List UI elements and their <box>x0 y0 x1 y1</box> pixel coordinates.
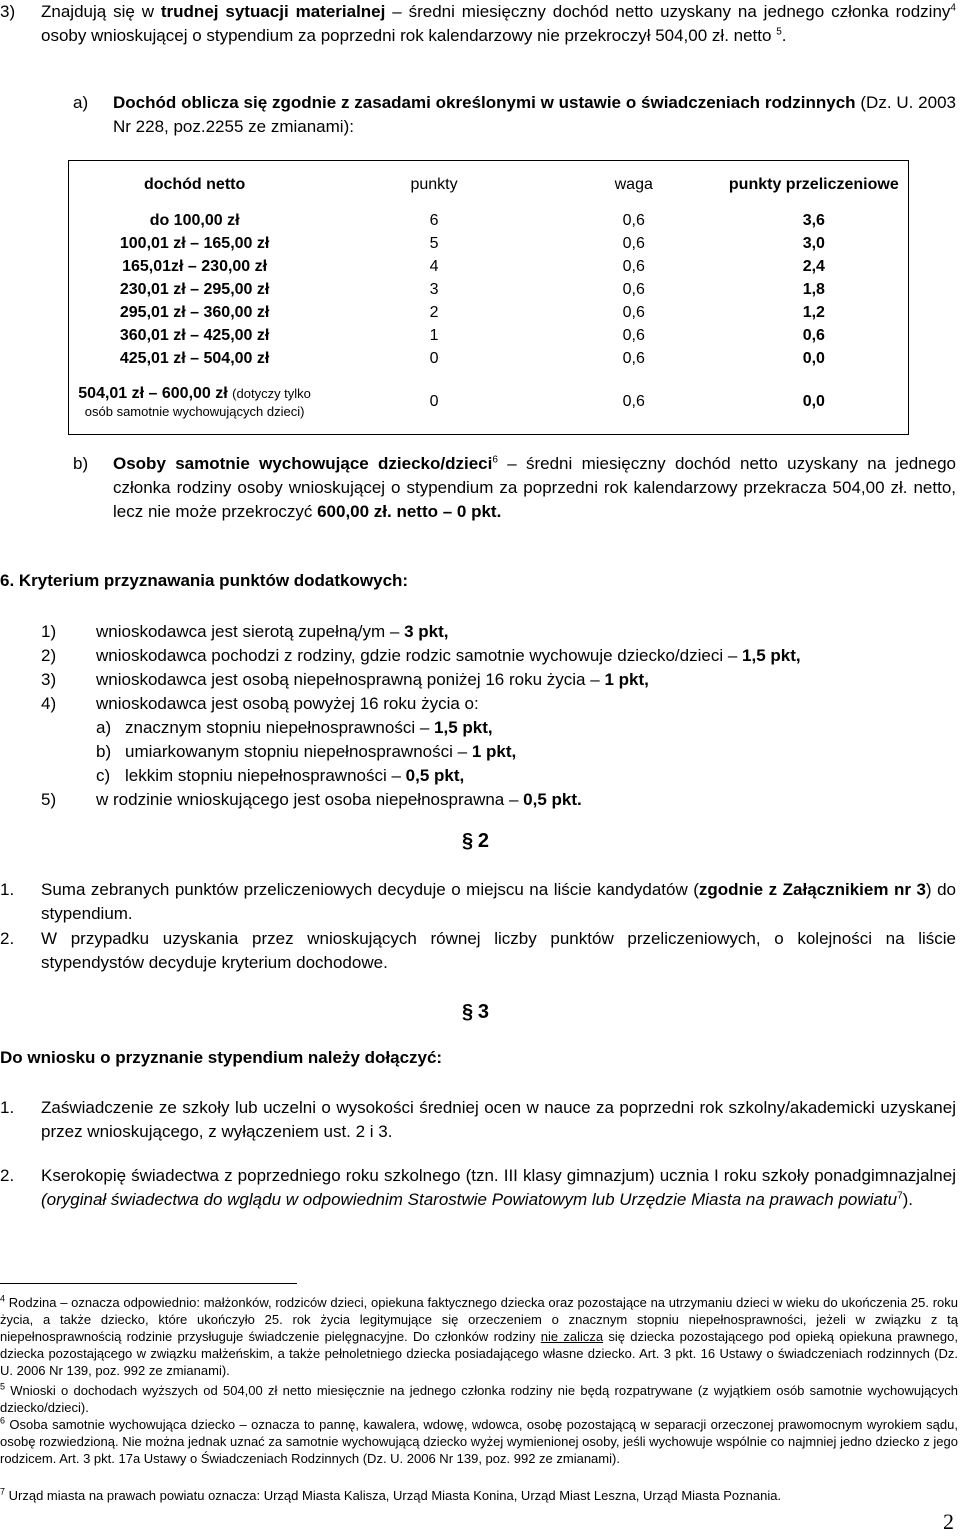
attachments-heading: Do wniosku o przyznanie stypendium należy dołączyć: <box>0 1048 443 1067</box>
cell-result: 3,0 <box>802 234 825 252</box>
para3-text: Znajdują się w trudnej sytuacji materialnej – średni miesięczny dochód netto uzyskany na jednego członka rodziny$^4$ osoby wnioskującej o stypendium za poprzedni rok kalendarzowy nie przekroczył 504,00 zł. netto $^5$. <box>41 2 956 45</box>
cell-weight: 0,6 <box>622 234 645 252</box>
table-header-row <box>69 161 909 210</box>
cell-income: 360,01 zł – 425,00 zł <box>119 326 270 344</box>
section6-title: 6. Kryterium przyznawania punktów dodatkowych: <box>0 571 409 590</box>
item-a-label: a) <box>73 93 89 112</box>
cell-points: 0 <box>429 393 439 410</box>
cell-weight: 0,6 <box>622 303 645 321</box>
list-item: 2) wnioskodawca pochodzi z rodziny, gdzie rodzic samotnie wychowuje dziecko/dzieci – 1,5 pkt, <box>41 646 801 665</box>
cell-result: 0,0 <box>802 393 825 410</box>
cell-income: 165,01zł – 230,00 zł <box>122 257 268 275</box>
cell-weight: 0,6 <box>622 211 645 229</box>
cell-result: 3,6 <box>802 211 825 229</box>
additional-points-list <box>41 620 956 812</box>
table-row <box>69 347 909 370</box>
s2-p1-text: Suma zebranych punktów przeliczeniowych decyduje o miejscu na liście kandydatów (zgodnie z Załącznikiem nr 3) do stypendium. <box>41 880 956 923</box>
list-item: 5) w rodzinie wnioskującego jest osoba niepełnosprawna – 0,5 pkt. <box>41 790 582 809</box>
s3-p2-number: 2. <box>0 1166 15 1185</box>
table-row <box>69 255 909 278</box>
footnote-7: $^7$ Urząd miasta na prawach powiatu oznacza: Urząd Miasta Kalisza, Urząd Miasta Konina, Urząd Miast Leszna, Urząd Miasta Poznania. <box>0 1486 782 1503</box>
cell-income: 295,01 zł – 360,00 zł <box>119 303 270 321</box>
table-row <box>69 301 909 324</box>
table-row <box>69 324 909 347</box>
cell-income: do 100,00 zł <box>149 211 240 229</box>
cell-income: 100,01 zł – 165,00 zł <box>119 234 270 252</box>
s2-p2-number: 2. <box>0 929 15 948</box>
cell-result: 2,4 <box>802 257 825 275</box>
sub-list-item: a) znacznym stopniu niepełnosprawności – 1,5 pkt, <box>96 718 493 737</box>
section-mark-icon: § <box>462 830 474 852</box>
footnote-4: $^4$ Rodzina – oznacza odpowiednio: małżonków, rodziców dzieci, opiekuna faktycznego dziecka oraz pozostające na utrzymaniu dzieci w wieku do ukończenia 25. roku życia, a także dziecko, które ukończyło 25. rok życia legitymujące się orzeczeniem o znacznym stopniu niepełnosprawności, jeżeli w związku z tą niepełnosprawnością rodzinie przysługuje świadczenie pielęgnacyjne. Do członków rodziny nie zalicza się dziecka pozostającego pod opieką opiekuna prawnego, dziecka pozostającego w związku małżeńskim, a także pełnoletniego dziecka posiadającego własne dziecko. Art. 3 pkt. 16 Ustawy o świadczeniach rodzinnych (Dz. U. 2006 Nr 139, poz. 992 ze zmianami). <box>0 1293 958 1378</box>
cell-result: 1,2 <box>802 303 825 321</box>
table-row <box>69 232 909 255</box>
header-weight: waga <box>614 176 653 193</box>
s3-p2-text: Kserokopię świadectwa z poprzedniego roku szkolnego (tzn. III klasy gimnazjum) ucznia I roku szkoły ponadgimnazjalnej (oryginał świadectwa do wglądu w odpowiednim Starostwie Powiatowym lub Urzędzie Miasta na prawach powiatu$^7$). <box>41 1166 956 1209</box>
cell-income: 425,01 zł – 504,00 zł <box>119 349 270 367</box>
item-a-text: Dochód oblicza się zgodnie z zasadami określonymi w ustawie o świadczeniach rodzinnych (Dz. U. 2003 Nr 228, poz.2255 ze zmianami): <box>113 93 956 136</box>
page-number: 2 <box>943 1509 954 1534</box>
footnote-ref-5[interactable]: 5 <box>776 26 782 38</box>
cell-points: 2 <box>429 303 439 321</box>
cell-weight: 0,6 <box>622 349 645 367</box>
cell-points: 6 <box>429 211 439 229</box>
item-b-label: b) <box>73 454 89 473</box>
footnote-ref-7[interactable]: 7 <box>897 1190 903 1202</box>
cell-points: 1 <box>429 326 439 344</box>
footnote-6: $^6$ Osoba samotnie wychowująca dziecko – oznacza to pannę, kawalera, wdowę, wdowca, osobę pozostającą w separacji orzeczonej prawomocnym wyrokiem sądu, osobę rozwiedzioną. Nie można jednak uznać za samotnie wychowującą dziecko wyżej wymienionej osoby, jeśli wychowuje wspólnie co najmniej jedno dziecko z jego rodzicem. Art. 3 pkt. 17a Ustawy o Świadczeniach Rodzinnych (Dz. U. 2006 Nr 139, poz. 992 ze zmianami). <box>0 1415 958 1466</box>
cell-weight: 0,6 <box>622 393 645 410</box>
section2-heading: § 2 <box>462 830 489 852</box>
s3-p1-text: Zaświadczenie ze szkoły lub uczelni o wysokości średniej ocen w nauce za poprzedni rok szkolny/akademicki uzyskanej przez wnioskującego, z wyłączeniem ust. 2 i 3. <box>41 1098 956 1141</box>
section-mark-icon: § <box>462 1001 474 1023</box>
footnote-ref-6[interactable]: 6 <box>492 454 498 466</box>
table-row <box>69 209 909 232</box>
table-row <box>69 278 909 301</box>
header-income: dochód netto <box>143 176 246 193</box>
cell-points: 3 <box>429 280 439 298</box>
cell-income: 230,01 zł – 295,00 zł <box>119 280 270 298</box>
cell-points: 0 <box>429 349 439 367</box>
cell-result: 1,8 <box>802 280 825 298</box>
footnote-separator <box>0 1283 297 1284</box>
s2-p2-text: W przypadku uzyskania przez wnioskujących równej liczby punktów przeliczeniowych, o kolejności na liście stypendystów decyduje kryterium dochodowe. <box>41 929 956 972</box>
cell-result: 0,0 <box>802 349 825 367</box>
income-points-table <box>68 160 909 435</box>
cell-points: 5 <box>429 234 439 252</box>
section3-heading: § 3 <box>462 1001 489 1023</box>
cell-income-single-parent: 504,01 zł – 600,00 zł (dotyczy tylko osób samotnie wychowujących dzieci) <box>78 385 311 419</box>
sub-list-item: b) umiarkowanym stopniu niepełnosprawności – 1 pkt, <box>96 742 517 761</box>
list-item: 4) wnioskodawca jest osobą powyżej 16 roku życia o: <box>41 694 479 713</box>
footnote-5: $^5$ Wnioski o dochodach wyższych od 504,00 zł netto miesięcznie na jednego członka rodziny nie będą rozpatrywane (z wyjątkiem osób samotnie wychowujących dziecko/dzieci). <box>0 1381 958 1415</box>
s2-p1-number: 1. <box>0 880 15 899</box>
cell-points: 4 <box>429 257 439 275</box>
cell-weight: 0,6 <box>622 280 645 298</box>
cell-weight: 0,6 <box>622 257 645 275</box>
s3-p1-number: 1. <box>0 1098 15 1117</box>
table-row-single-parent <box>69 370 909 435</box>
header-points: punkty <box>410 176 458 193</box>
cell-result: 0,6 <box>802 326 825 344</box>
header-converted-points: punkty przeliczeniowe <box>728 176 899 193</box>
footnote-ref-4[interactable]: 4 <box>950 2 956 14</box>
cell-weight: 0,6 <box>622 326 645 344</box>
para3-number: 3) <box>0 2 16 21</box>
item-b-text: Osoby samotnie wychowujące dziecko/dzieci$^6$ – średni miesięczny dochód netto uzyskany na jednego członka rodziny osoby wnioskującej o stypendium za poprzedni rok kalendarzowy przekracza 504,00 zł. netto, lecz nie może przekroczyć 600,00 zł. netto – 0 pkt. <box>113 454 956 521</box>
list-item: 1) wnioskodawca jest sierotą zupełną/ym – 3 pkt, <box>41 622 449 641</box>
list-item: 3) wnioskodawca jest osobą niepełnosprawną poniżej 16 roku życia – 1 pkt, <box>41 670 649 689</box>
sub-list-item: c) lekkim stopniu niepełnosprawności – 0,5 pkt, <box>96 766 465 785</box>
